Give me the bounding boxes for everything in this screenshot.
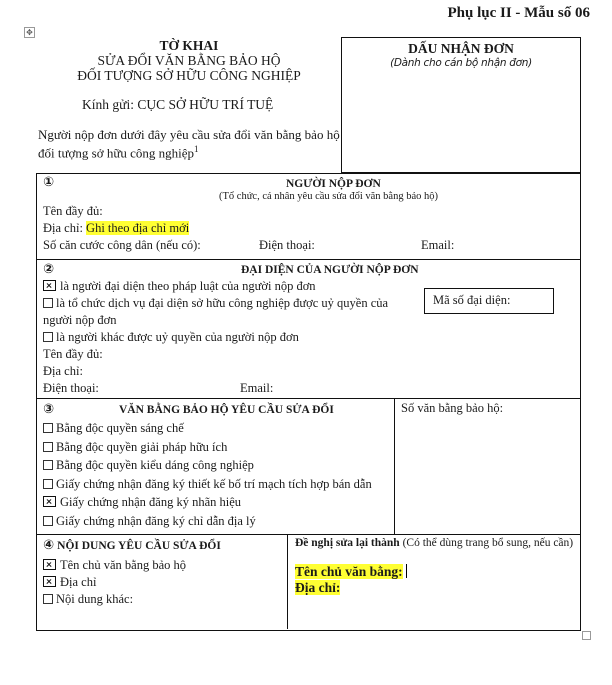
proposal-content[interactable]	[295, 564, 407, 596]
checkbox-unchecked-icon[interactable]	[43, 332, 53, 342]
applicant-address-field[interactable]	[37, 220, 580, 237]
amend-option-label: Nội dung khác:	[56, 592, 134, 606]
section-3-number: ③	[43, 402, 55, 417]
checkbox-unchecked-icon[interactable]	[43, 594, 53, 604]
rep-option-service-label: là tổ chức dịch vụ đại diện sở hữu công nghiệp được uỷ quyền của	[56, 296, 389, 310]
certificate-number-label[interactable]: Số văn bằng bảo hộ:	[401, 401, 504, 415]
section-3-divider	[394, 399, 395, 534]
cert-option-design[interactable]	[37, 456, 580, 475]
cert-option-layout[interactable]	[37, 475, 580, 494]
rep-contact-row	[37, 380, 580, 397]
amend-option-label: Tên chủ văn bằng bảo hộ	[60, 558, 187, 572]
section-certificate	[36, 398, 581, 535]
amend-option-label: Địa chỉ	[60, 575, 97, 589]
checkbox-unchecked-icon[interactable]	[43, 423, 53, 433]
cert-option-utility[interactable]	[37, 438, 580, 457]
checkbox-unchecked-icon[interactable]	[43, 460, 53, 470]
rep-phone-label[interactable]: Điện thoại:	[43, 381, 99, 395]
rep-full-name-label[interactable]: Tên đầy đủ:	[43, 347, 103, 361]
section-4-number: ④	[43, 538, 55, 553]
cert-option-patent[interactable]	[37, 419, 580, 438]
cert-option-trademark[interactable]	[37, 493, 580, 512]
cert-option-geo[interactable]	[37, 512, 580, 531]
new-address-label[interactable]: Địa chỉ:	[295, 580, 341, 595]
checkbox-unchecked-icon[interactable]	[43, 298, 53, 308]
cert-option-label: Giấy chứng nhận đăng ký thiết kế bố trí mạch tích hợp bán dẫn	[56, 476, 372, 491]
recipient-line: Kính gửi: CỤC SỞ HỮU TRÍ TUỆ	[82, 97, 274, 112]
new-owner-name-label[interactable]: Tên chủ văn bằng:	[295, 564, 403, 579]
section-applicant	[36, 173, 581, 260]
proposal-label: Đề nghị sửa lại thành	[295, 537, 400, 549]
applicant-phone-label[interactable]: Điện thoại:	[259, 238, 315, 252]
form-subtitle-1: SỬA ĐỔI VĂN BẰNG BẢO HỘ	[97, 53, 281, 68]
text-cursor	[406, 564, 407, 578]
applicant-email-label[interactable]: Email:	[421, 238, 455, 252]
footnote-ref[interactable]: 1	[194, 144, 199, 154]
applicant-id-label[interactable]: Số căn cước công dân (nếu có):	[43, 238, 201, 252]
section-1-number: ①	[43, 175, 55, 190]
intro-line-2: đối tượng sở hữu công nghiệp	[38, 145, 195, 161]
appendix-label: Phụ lục II - Mẫu số 06	[447, 5, 590, 21]
rep-address-label[interactable]: Địa chỉ:	[43, 364, 83, 378]
form-subtitle-2: ĐỐI TƯỢNG SỞ HỮU CÔNG NGHIỆP	[77, 68, 301, 83]
applicant-full-name-label[interactable]: Tên đầy đủ:	[43, 204, 103, 218]
cert-option-label: Bằng độc quyền sáng chế	[56, 421, 184, 435]
section-4-divider	[287, 534, 288, 629]
rep-option-other-label: là người khác được uỷ quyền của người nộp đơn	[56, 330, 299, 344]
section-2-title: ĐẠI DIỆN CỦA NGƯỜI NỘP ĐƠN	[241, 264, 419, 276]
intro-text	[38, 127, 340, 160]
checkbox-checked-icon[interactable]	[43, 559, 56, 570]
cert-option-label: Giấy chứng nhận đăng ký nhãn hiệu	[60, 495, 242, 509]
checkbox-unchecked-icon[interactable]	[43, 442, 53, 452]
section-1-subtitle: (Tổ chức, cá nhân yêu cầu sửa đổi văn bằng bảo hộ)	[219, 191, 438, 202]
rep-code-field[interactable]: Mã số đại diện:	[424, 288, 554, 314]
rep-option-service-cont: người nộp đơn	[43, 313, 117, 327]
section-4-title: NỘI DUNG YÊU CẦU SỬA ĐỔI	[57, 540, 221, 552]
cert-option-label: Bằng độc quyền kiểu dáng công nghiệp	[56, 458, 254, 472]
form-header	[38, 38, 340, 160]
stamp-subtitle: (Dành cho cán bộ nhận đơn)	[390, 57, 532, 69]
applicant-address-value[interactable]: Ghi theo địa chỉ mới	[86, 221, 190, 235]
form-title: TỜ KHAI	[159, 38, 219, 53]
cert-option-label: Bằng độc quyền giải pháp hữu ích	[56, 439, 228, 454]
checkbox-unchecked-icon[interactable]	[43, 516, 53, 526]
checkbox-checked-icon[interactable]	[43, 576, 56, 587]
receipt-stamp-box	[341, 37, 581, 173]
checkbox-checked-icon[interactable]	[43, 496, 56, 507]
intro-line-1: Người nộp đơn dưới đây yêu cầu sửa đổi văn bằng bảo hộ	[38, 127, 340, 142]
stamp-title: DẤU NHẬN ĐƠN	[408, 41, 514, 56]
section-1-title: NGƯỜI NỘP ĐƠN	[286, 178, 381, 190]
proposal-heading	[295, 537, 573, 549]
table-move-handle-icon[interactable]: ✥	[24, 27, 35, 38]
applicant-contact-row	[37, 237, 580, 254]
rep-email-label[interactable]: Email:	[240, 381, 274, 395]
checkbox-unchecked-icon[interactable]	[43, 479, 53, 489]
table-resize-handle-icon[interactable]	[582, 631, 591, 640]
cert-option-label: Giấy chứng nhận đăng ký chỉ dẫn địa lý	[56, 513, 256, 528]
rep-option-legal-label: là người đại diện theo pháp luật của người nộp đơn	[60, 279, 316, 293]
applicant-address-label: Địa chỉ:	[43, 221, 83, 235]
rep-option-other[interactable]	[37, 329, 580, 346]
section-3-title: VĂN BẰNG BẢO HỘ YÊU CẦU SỬA ĐỔI	[119, 404, 334, 416]
checkbox-checked-icon[interactable]	[43, 280, 56, 291]
proposal-note: (Có thể dùng trang bổ sung, nếu cần)	[402, 537, 574, 549]
section-amendment	[36, 534, 581, 631]
section-representative	[36, 259, 581, 399]
section-2-number: ②	[43, 262, 55, 277]
